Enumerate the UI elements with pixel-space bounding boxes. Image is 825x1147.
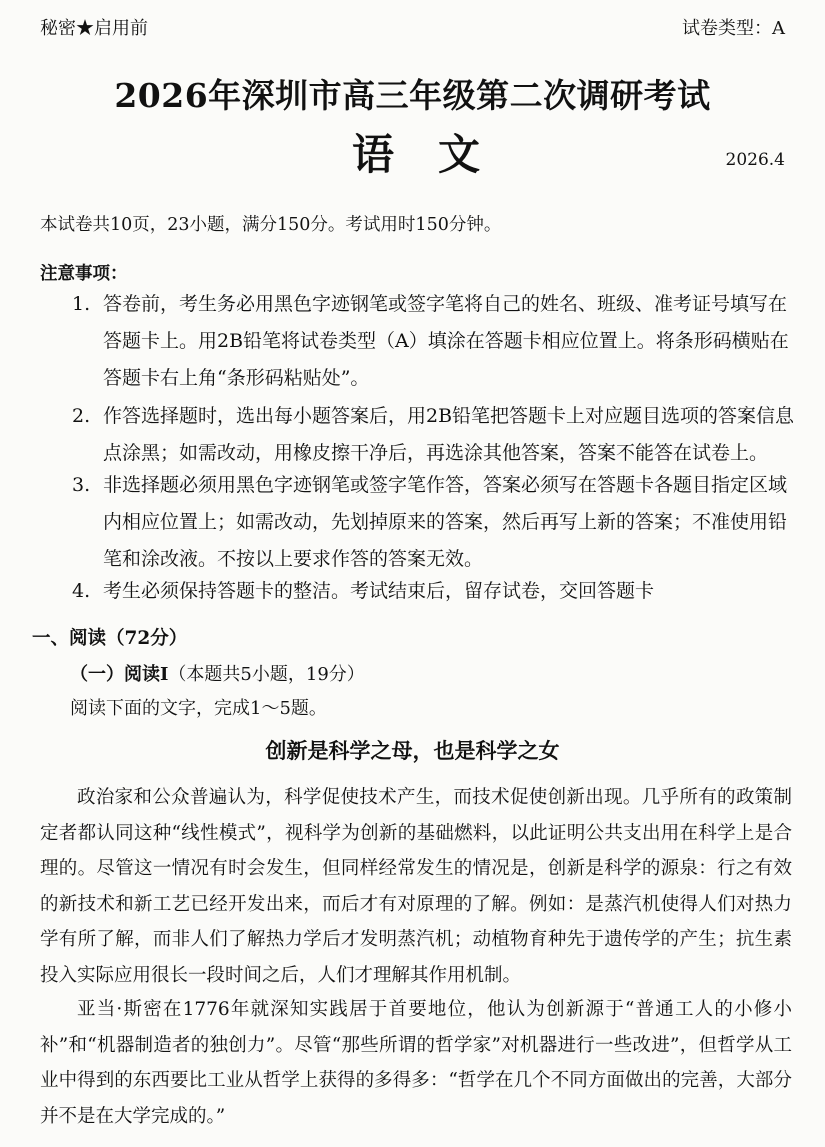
article-title: 创新是科学之母，也是科学之女 <box>265 738 560 763</box>
subsection-heading <box>70 660 365 686</box>
subsection-note: （本题共5小题，19分） <box>168 664 365 685</box>
notice-number: 1. <box>72 293 91 315</box>
notice-text: 答卷前，考生务必用黑色字迹钢笔或签字笔将自己的姓名、班级、准考证号填写在答题卡上。用2B铅笔将试卷类型（A）填涂在答题卡相应位置上。将条形码横贴在答题卡右上角“条形码粘贴处”。 <box>103 293 789 389</box>
confidential-label: 秘密★启用前 <box>40 18 148 39</box>
subject-title: 语文 <box>352 130 525 179</box>
notice-number: 3. <box>72 474 91 496</box>
article-paragraph: 亚当·斯密在1776年就深知实践居于首要地位，他认为创新源于“普通工人的小修小补”和“机器制造者的独创力”。尽管“那些所谓的哲学家”对机器进行一些改进”，但哲学从工业中得到的东西要比工业从哲学上获得的多得多：“哲学在几个不同方面做出的完善，大部分并不是在大学完成的。” <box>40 999 792 1127</box>
notice-text: 作答选择题时，选出每小题答案后，用2B铅笔把答题卡上对应题目选项的答案信息点涂黑；如需改动，用橡皮擦干净后，再选涂其他答案，答案不能答在试卷上。 <box>103 405 795 464</box>
notice-text: 非选择题必须用黑色字迹钢笔或签字笔作答，答案必须写在答题卡各题目指定区域内相应位置上；如需改动，先划掉原来的答案，然后再写上新的答案；不准使用铅笔和涂改液。不按以上要求作答的答案无效。 <box>103 474 788 570</box>
notice-item <box>72 573 798 610</box>
section-heading: 一、阅读（72分） <box>32 628 188 649</box>
reading-instruction: 阅读下面的文字，完成1～5题。 <box>70 698 327 719</box>
paper-type-label: 试卷类型：A <box>682 18 785 39</box>
exam-date: 2026.4 <box>725 150 785 170</box>
exam-summary: 本试卷共10页，23小题，满分150分。考试用时150分钟。 <box>40 215 502 235</box>
notice-item <box>72 398 798 472</box>
notice-heading: 注意事项： <box>40 264 128 284</box>
notice-item <box>72 467 798 578</box>
notice-text: 考生必须保持答题卡的整洁。考试结束后，留存试卷，交回答题卡 <box>103 580 655 602</box>
notice-number: 2. <box>72 405 91 427</box>
exam-title: 2026年深圳市高三年级第二次调研考试 <box>114 76 711 115</box>
subsection-label: （一）阅读Ⅰ <box>70 664 169 685</box>
notice-item <box>72 286 798 397</box>
article-paragraph: 政治家和公众普遍认为，科学促使技术产生，而技术促使创新出现。几乎所有的政策制定者都认同这种“线性模式”，视科学为创新的基础燃料，以此证明公共支出用在科学上是合理的。尽管这一情况有时会发生，但同样经常发生的情况是，创新是科学的源泉：行之有效的新技术和新工艺已经开发出来，而后才有对原理的了解。例如：是蒸汽机使得人们对热力学有所了解，而非人们了解热力学后才发明蒸汽机；动植物育种先于遗传学的产生；抗生素投入实际应用很长一段时间之后，人们才理解其作用机制。 <box>40 787 792 986</box>
notice-number: 4. <box>72 580 91 602</box>
